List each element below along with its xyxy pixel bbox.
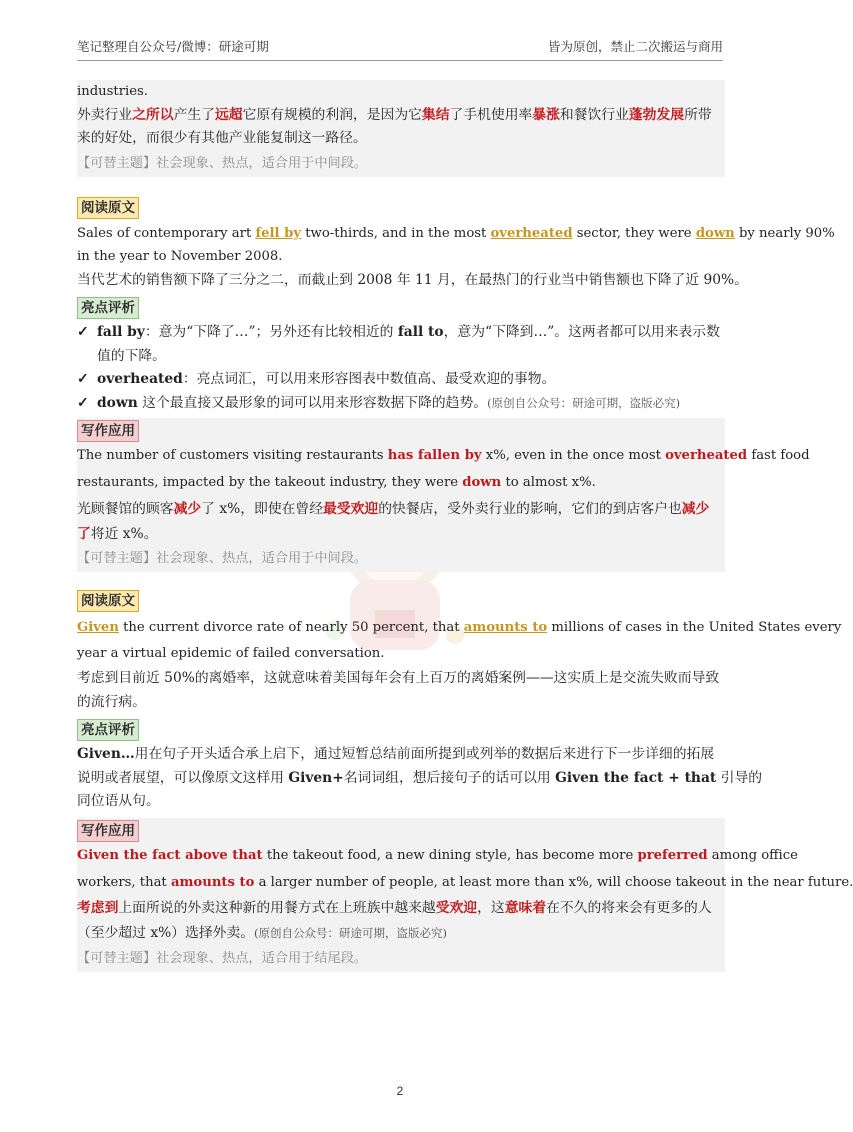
read3-cn-2: 的流行病。	[77, 693, 146, 710]
page-content	[77, 80, 853, 972]
eval3-1: Given…用在句子开头适合承上启下，通过短暂总结前面所提到或列举的数据后来进行下一步详细的拓展	[77, 746, 715, 762]
tag-writing-apply-2: 写作应用	[77, 820, 139, 842]
bullet-fall-by: ✓ fall by：意为“下降了…”；另外还有比较相近的 fall to，意为“下降到…”。这两者都可以用来表示数	[77, 321, 725, 345]
read3-en-2: year a virtual epidemic of failed conversation.	[77, 646, 385, 661]
eval3-2: 说明或者展望，可以像原文这样用 Given+名词词组，想后接句子的话可以用 Given the fact + that 引导的	[77, 769, 763, 786]
tag-writing-apply: 写作应用	[77, 420, 139, 442]
tag-read-wrap-2	[77, 590, 725, 612]
bullet-fall-by-cont: 值的下降。	[97, 347, 166, 364]
check-icon: ✓	[77, 394, 89, 411]
alt-theme-2: 【可替主题】社会现象、热点，适合用于中间段。	[77, 551, 368, 566]
page-number: 2	[396, 1084, 404, 1098]
eval3-3: 同位语从句。	[77, 793, 160, 809]
bullet-overheated: ✓ overheated：亮点词汇，可以用来形容图表中数值高、最受欢迎的事物。	[77, 368, 725, 392]
tag-eval-wrap-2	[77, 719, 725, 741]
write-cn-2: 了将近 x%。	[77, 526, 158, 542]
cn-line-1: 外卖行业之所以产生了远超它原有规模的利润，是因为它集结了手机使用率暴涨和餐饮行业蓬勃发展所带	[77, 106, 712, 123]
cn-line-2: 来的好处，而很少有其他产业能复制这一路径。	[77, 130, 367, 146]
header-left: 笔记整理自公众号/微博：研途可期	[77, 39, 269, 54]
check-icon: ✓	[77, 371, 89, 387]
writing-block-1	[77, 418, 810, 572]
read3-cn-1: 考虑到目前近 50%的离婚率，这就意味着美国每年会有上百万的离婚案例——这实质上是交流失败而导致	[77, 670, 720, 686]
read-cn: 当代艺术的销售额下降了三分之二，而截止到 2008 年 11 月，在最热门的行业当中销售额也下降了近 90%。	[77, 271, 748, 288]
tag-highlight-eval-2: 亮点评析	[77, 719, 139, 741]
check-icon: ✓	[77, 324, 89, 340]
tag-read-wrap	[77, 197, 725, 219]
en-tail: industries.	[77, 84, 148, 99]
bullet-down: ✓ down 这个最直接又最形象的词可以用来形容数据下降的趋势。(原创自公众号：研途可期，盗版必究)	[77, 392, 725, 416]
write-en-1: The number of customers visiting restaurants has fallen by x%, even in the once most overheated fast food	[77, 448, 810, 463]
tag-read-original-2: 阅读原文	[77, 590, 139, 612]
write3-en-1: Given the fact above that the takeout food, a new dining style, has become more preferred among office	[77, 847, 798, 863]
alt-theme: 【可替主题】社会现象、热点，适合用于中间段。	[77, 155, 368, 171]
write3-cn-2: （至少超过 x%）选择外卖。(原创自公众号：研途可期，盗版必究)	[77, 924, 448, 941]
tag-eval-wrap	[77, 297, 725, 319]
read-en-1: Sales of contemporary art fell by two-thirds, and in the most overheated sector, they were down by nearly 90%	[77, 225, 835, 241]
tag-highlight-eval: 亮点评析	[77, 297, 139, 319]
tag-read-original: 阅读原文	[77, 197, 139, 219]
write-en-2: restaurants, impacted by the takeout industry, they were down to almost x%.	[77, 475, 596, 490]
alt-theme-3: 【可替主题】社会现象、热点，适合用于结尾段。	[77, 950, 368, 966]
read-en-2: in the year to November 2008.	[77, 249, 283, 264]
block-continued	[77, 80, 725, 177]
read3-en-1: Given the current divorce rate of nearly 50 percent, that amounts to millions of cases in the United States every	[77, 620, 842, 635]
page-header	[77, 38, 723, 56]
writing-block-2	[77, 818, 853, 972]
write-cn-1: 光顾餐馆的顾客减少了 x%，即使在曾经最受欢迎的快餐店，受外卖行业的影响，它们的到店客户也减少	[77, 501, 710, 517]
header-rule	[77, 60, 723, 61]
write3-cn-1: 考虑到上面所说的外卖这种新的用餐方式在上班族中越来越受欢迎，这意味着在不久的将来会有更多的人	[77, 899, 712, 916]
header-right: 皆为原创，禁止二次搬运与商用	[547, 39, 723, 54]
write3-en-2: workers, that amounts to a larger number of people, at least more than x%, will choose takeout in the near future.	[77, 874, 853, 890]
